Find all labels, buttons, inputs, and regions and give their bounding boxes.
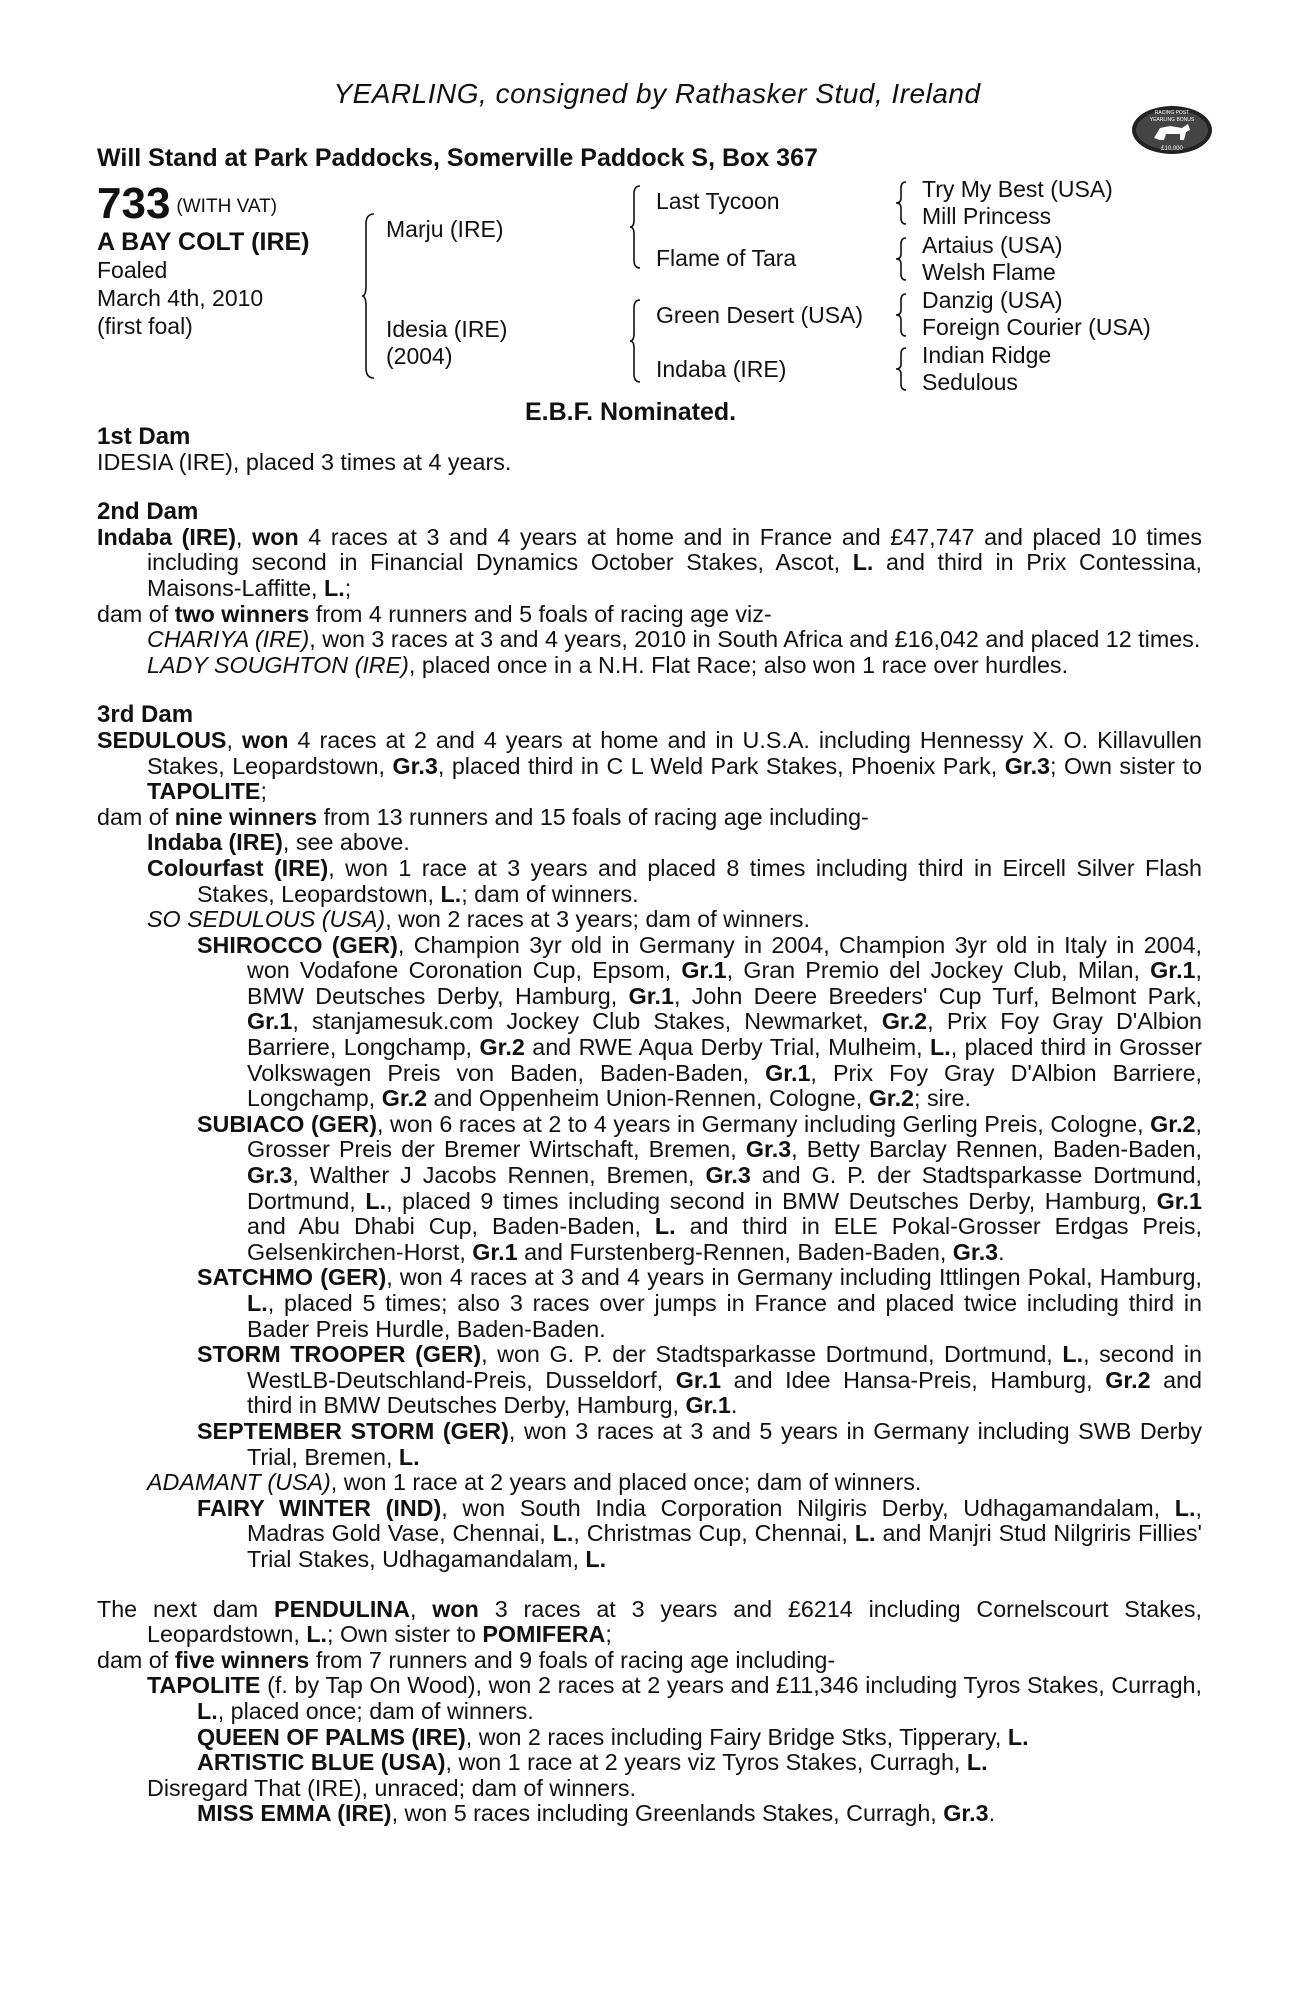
pedigree-brace-dam [630, 298, 642, 384]
pedigree-gen3-4: Indaba (IRE) [656, 356, 787, 382]
next-dam-paragraph: The next dam PENDULINA, won 3 races at 3 years and £6214 including Cornelscourt Stakes, Leopardstown, L.; Own sister to POMIFERA; [97, 1595, 1202, 1648]
pedigree-gen4-6: Foreign Courier (USA) [922, 314, 1151, 340]
pedigree-gen4-7: Indian Ridge [922, 342, 1052, 368]
consignor-header: YEARLING, consigned by Rathasker Stud, Ireland [333, 78, 981, 109]
produce-shirocco: SHIROCCO (GER), Champion 3yr old in Germany in 2004, Champion 3yr old in Italy in 2004, won Vodafone Coronation Cup, Epsom, Gr.1, Gran Premio del Jockey Club, Milan, Gr.1, BMW Deutsches Derby, Hamburg, Gr.1, John Deere Breeders' Cup Turf, Belmont Park, Gr.1, stanjamesuk.com Jockey Club Stakes, Newmarket, Gr.2, Prix Foy Gray D'Albion Barriere, Longchamp, Gr.2 and RWE Aqua Derby Trial, Mulheim, L., placed third in Grosser Volkswagen Preis von Baden, Baden-Baden, Gr.1, Prix Foy Gray D'Albion Barriere, Longchamp, Gr.2 and Oppenheim Union-Rennen, Cologne, Gr.2; sire. [197, 931, 1202, 1112]
lot-number: 733 [97, 179, 171, 228]
first-dam-text: IDESIA (IRE), placed 3 times at 4 years. [97, 448, 512, 475]
stand-location: Will Stand at Park Paddocks, Somerville Paddock S, Box 367 [97, 144, 818, 172]
third-dam-heading: 3rd Dam [97, 701, 194, 729]
foaled-label: Foaled [97, 257, 168, 283]
pedigree-gen4-8: Sedulous [922, 369, 1018, 395]
second-dam-damof: dam of two winners from 4 runners and 5 foals of racing age viz- [97, 600, 772, 627]
pedigree-sire: Marju (IRE) [386, 216, 504, 242]
produce-artistic-blue: ARTISTIC BLUE (USA), won 1 race at 2 years viz Tyros Stakes, Curragh, L. [197, 1749, 988, 1776]
pedigree-brace-g4-4 [896, 346, 908, 392]
pedigree-brace-g4-3 [896, 292, 908, 338]
produce-storm-trooper: STORM TROOPER (GER), won G. P. der Stadtsparkasse Dortmund, Dortmund, L., second in WestLB-Deutschland-Preis, Dusseldorf, Gr.1 and Idee Hansa-Preis, Hamburg, Gr.2 and third in BMW Deutsches Derby, Hamburg, Gr.1. [197, 1341, 1203, 1419]
pedigree-gen4-3: Artaius (USA) [922, 232, 1063, 258]
badge-line2: YEARLING BONUS [1149, 117, 1195, 123]
foaled-date: March 4th, 2010 [97, 285, 264, 311]
lot-title: A BAY COLT (IRE) [97, 228, 310, 256]
produce-so-sedulous: SO SEDULOUS (USA), won 2 races at 3 years; dam of winners. [147, 906, 810, 933]
next-dam-damof: dam of five winners from 7 runners and 9 foals of racing age including- [97, 1646, 836, 1673]
pedigree-dam-year: (2004) [386, 343, 453, 369]
produce-queen-of-palms: QUEEN OF PALMS (IRE), won 2 races including Fairy Bridge Stks, Tipperary, L. [197, 1723, 1029, 1750]
lot-info [97, 180, 357, 340]
pedigree-brace-sire [630, 184, 642, 270]
pedigree-gen3-1: Last Tycoon [656, 188, 780, 214]
produce-september-storm: SEPTEMBER STORM (GER), won 3 races at 3 and 5 years in Germany including SWB Derby Trial, Bremen, L. [197, 1417, 1202, 1470]
pedigree-gen4-1: Try My Best (USA) [922, 176, 1113, 202]
pedigree-gen4-4: Welsh Flame [922, 259, 1056, 285]
produce-satchmo: SATCHMO (GER), won 4 races at 3 and 4 years in Germany including Ittlingen Pokal, Hamburg, L., placed 5 times; also 3 races over jumps in France and placed twice including third in Bader Preis Hurdle, Baden-Baden. [197, 1264, 1202, 1342]
third-dam-paragraph: SEDULOUS, won 4 races at 2 and 4 years at home and in U.S.A. including Hennessy X. O. Killavullen Stakes, Leopardstown, Gr.3, placed third in C L Weld Park Stakes, Phoenix Park, Gr.3; Own sister to TAPOLITE; [97, 726, 1202, 805]
yearling-bonus-badge [1130, 100, 1214, 156]
produce-adamant: ADAMANT (USA), won 1 race at 2 years and placed once; dam of winners. [147, 1469, 922, 1496]
ebf-nominated: E.B.F. Nominated. [525, 398, 737, 426]
produce-tapolite: TAPOLITE (f. by Tap On Wood), won 2 races at 2 years and £11,346 including Tyros Stakes, Curragh, L., placed once; dam of winners. [147, 1672, 1202, 1724]
first-dam-heading: 1st Dam [97, 423, 191, 450]
produce-colourfast: Colourfast (IRE), won 1 race at 3 years and placed 8 times including third in Eircell Silver Flash Stakes, Leopardstown, L.; dam of winners. [147, 854, 1203, 907]
badge-line1: RACING POST [1154, 110, 1190, 116]
first-foal-note: (first foal) [97, 313, 193, 339]
pedigree-brace-g4-2 [896, 236, 908, 282]
second-dam-paragraph: Indaba (IRE), won 4 races at 3 and 4 years at home and in France and £47,747 and placed 10 times including second in Financial Dynamics October Stakes, Ascot, L. and third in Prix Contessina, Maisons-Laffitte, L.; [97, 523, 1202, 601]
produce-record [97, 424, 1202, 1827]
badge-amount: £10,000 [1161, 146, 1183, 152]
pedigree-dam: Idesia (IRE) [386, 316, 508, 342]
produce-lady-soughton: LADY SOUGHTON (IRE), placed once in a N.H. Flat Race; also won 1 race over hurdles. [147, 651, 1069, 678]
third-dam-damof: dam of nine winners from 13 runners and 15 foals of racing age including- [97, 803, 869, 830]
pedigree-gen4-2: Mill Princess [922, 203, 1052, 229]
second-dam-heading: 2nd Dam [97, 498, 199, 526]
produce-chariya: CHARIYA (IRE), won 3 races at 3 and 4 years, 2010 in South Africa and £16,042 and placed 12 times. [147, 626, 1201, 653]
produce-fairy-winter: FAIRY WINTER (IND), won South India Corporation Nilgiris Derby, Udhagamandalam, L., Madras Gold Vase, Chennai, L., Christmas Cup, Chennai, L. and Manjri Stud Nilgriris Fillies' Trial Stakes, Udhagamandalam, L. [197, 1494, 1202, 1572]
pedigree-brace-main [362, 212, 376, 380]
pedigree-brace-g4-1 [896, 180, 908, 226]
produce-indaba: Indaba (IRE), see above. [147, 829, 410, 856]
pedigree-gen3-3: Green Desert (USA) [656, 302, 864, 328]
produce-miss-emma: MISS EMMA (IRE), won 5 races including Greenlands Stakes, Curragh, Gr.3. [197, 1800, 996, 1827]
produce-disregard-that: Disregard That (IRE), unraced; dam of winners. [147, 1774, 637, 1801]
produce-subiaco: SUBIACO (GER), won 6 races at 2 to 4 years in Germany including Gerling Preis, Cologne, Gr.2, Grosser Preis der Bremer Wirtschaft, Bremen, Gr.3, Betty Barclay Rennen, Baden-Baden, Gr.3, Walther J Jacobs Rennen, Bremen, Gr.3 and G. P. der Stadtsparkasse Dortmund, Dortmund, L., placed 9 times including second in BMW Deutsches Derby, Hamburg, Gr.1 and Abu Dhabi Cup, Baden-Baden, L. and third in ELE Pokal-Grosser Erdgas Preis, Gelsenkirchen-Horst, Gr.1 and Furstenberg-Rennen, Baden-Baden, Gr.3. [197, 1110, 1202, 1265]
pedigree-gen3-2: Flame of Tara [656, 245, 797, 271]
lot-vat: (WITH VAT) [176, 196, 278, 217]
pedigree-gen4-5: Danzig (USA) [922, 287, 1063, 313]
